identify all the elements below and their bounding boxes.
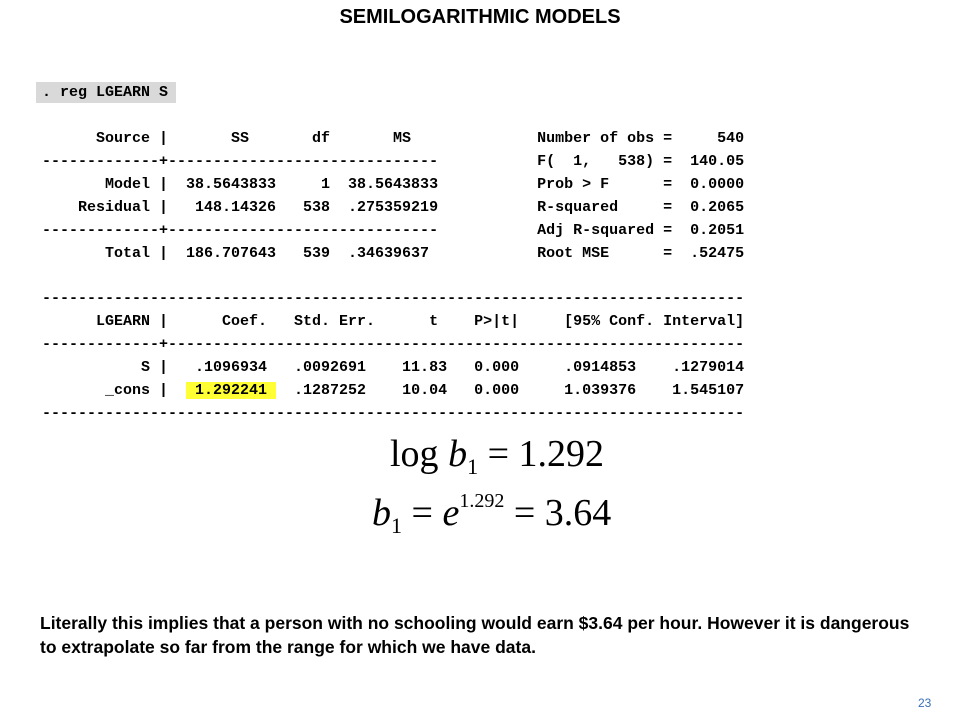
equation-b1-exp	[372, 490, 611, 539]
total-row: Total | 186.707643 539 .34639637 Root MSE = .52475	[42, 244, 745, 262]
coef-separator: -------------+----------------------------------------------------------------	[42, 336, 745, 354]
eq1-rhs: = 1.292	[478, 433, 604, 475]
eq2-subscript: 1	[391, 513, 402, 538]
cons-row-prefix: _cons |	[42, 381, 187, 399]
eq1-b: b	[448, 433, 468, 475]
eq1-subscript: 1	[467, 454, 479, 479]
regression-output	[42, 128, 744, 426]
anova-separator-line: -------------+------------------------------ F( 1, 538) = 140.05	[42, 152, 745, 170]
page-number: 23	[918, 696, 932, 710]
eq1-log: log	[390, 433, 449, 475]
eq2-e: e	[442, 492, 460, 534]
anova-header-line: Source | SS df MS Number of obs = 540	[42, 130, 745, 147]
residual-row: Residual | 148.14326 538 .275359219 R-squared = 0.2065	[42, 198, 745, 216]
anova-separator-line-2: -------------+------------------------------ Adj R-squared = 0.2051	[42, 221, 745, 239]
eq2-equals: =	[402, 492, 443, 534]
equation-log-b1	[390, 432, 604, 480]
coef-separator-top: ------------------------------------------------------------------------------	[42, 290, 745, 308]
blank-line	[42, 267, 51, 284]
stata-command: . reg LGEARN S	[36, 82, 176, 103]
eq2-rhs: = 3.64	[504, 492, 612, 534]
model-row: Model | 38.5643833 1 38.5643833 Prob > F = 0.0000	[42, 175, 745, 193]
eq2-b: b	[372, 492, 391, 534]
explanation-paragraph: Literally this implies that a person with no schooling would earn $3.64 per hour. However it is dangerous to extrapolate so far from the range for which we have data.	[40, 613, 910, 657]
coef-header-row: LGEARN | Coef. Std. Err. t P>|t| [95% Conf. Interval]	[42, 313, 745, 331]
eq2-exponent: 1.292	[459, 490, 505, 512]
coef-separator-bottom: ------------------------------------------------------------------------------	[42, 404, 745, 422]
s-coef-row: S | .1096934 .0092691 11.83 0.000 .0914853 .1279014	[42, 359, 745, 377]
cons-coef-highlight: 1.292241	[186, 381, 277, 399]
cons-row-rest: .1287252 10.04 0.000 1.039376 1.545107	[276, 381, 745, 399]
slide-title: SEMILOGARITHMIC MODELS	[339, 6, 621, 28]
